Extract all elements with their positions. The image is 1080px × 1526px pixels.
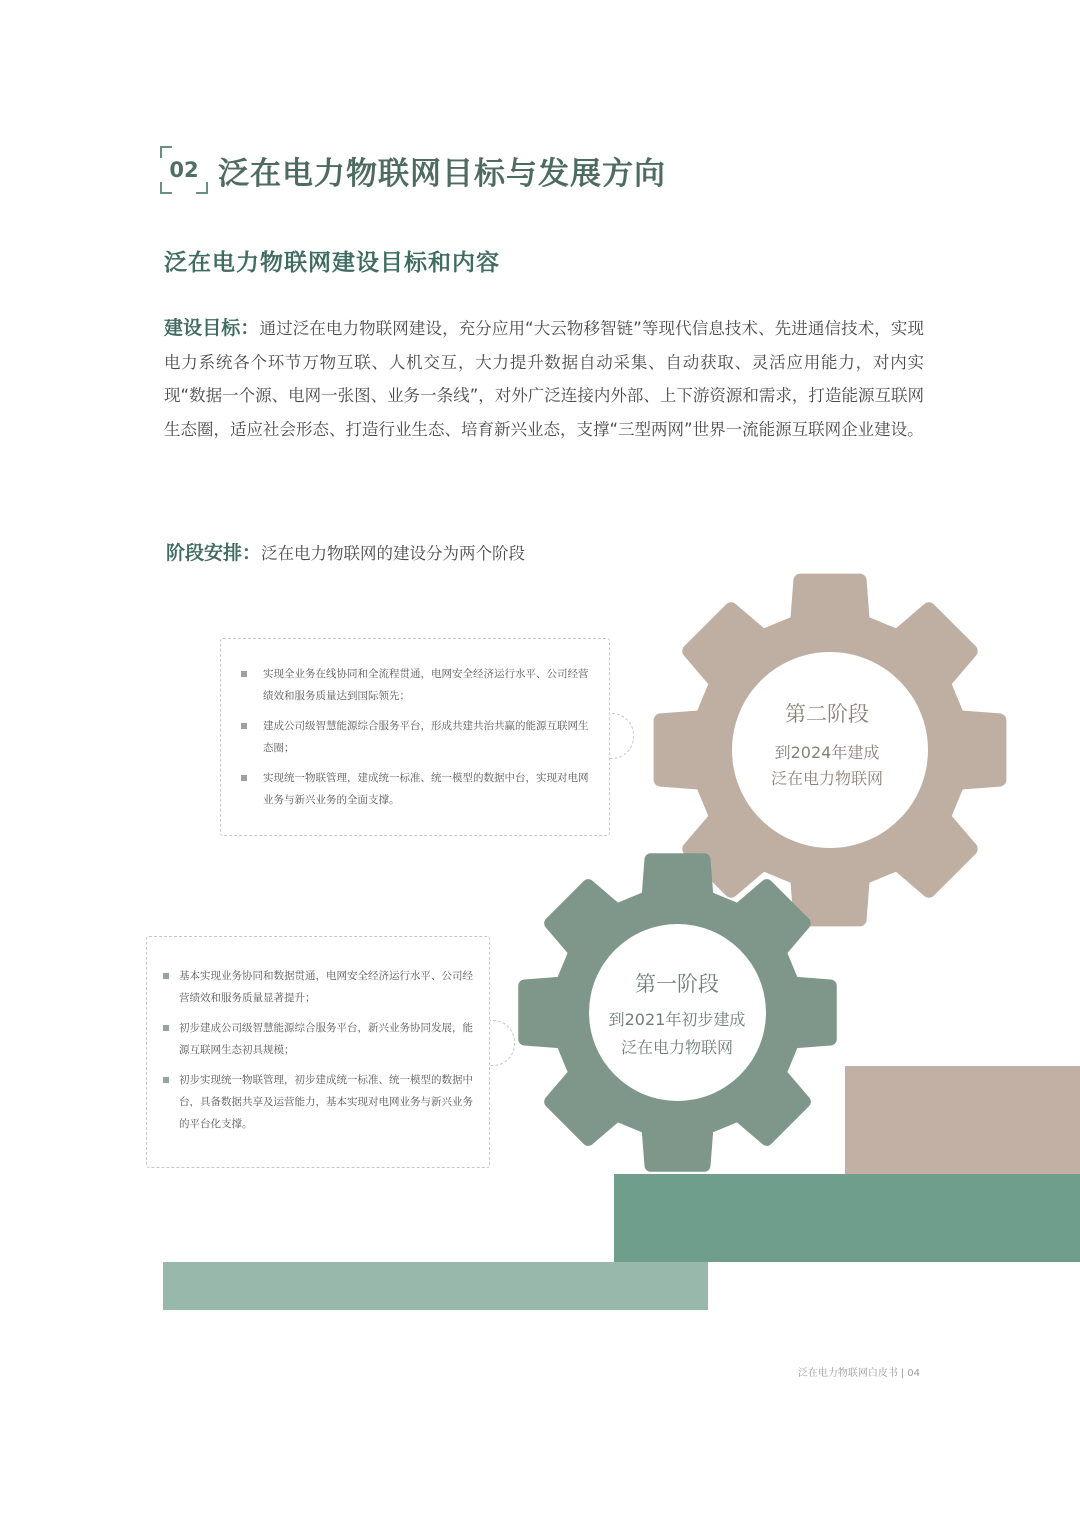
list-item: 建成公司级智慧能源综合服务平台，形成共建共治共赢的能源互联网生态圈； — [221, 715, 609, 759]
stage1-line1: 到2021年初步建成 — [608, 1010, 746, 1029]
stage2-box — [220, 638, 610, 836]
list-item: 初步实现统一物联管理，初步建成统一标准、统一模型的数据中台，具备数据共享及运营能力，基本实现对电网业务与新兴业务的平台化支撑。 — [147, 1069, 489, 1135]
bullet-square-icon — [163, 1025, 169, 1031]
goal-text: 通过泛在电力物联网建设，充分应用“大云物移智链”等现代信息技术、先进通信技术，实现电力系统各个环节万物互联、人机交互，大力提升数据自动采集、自动获取、灵活应用能力，对内实现“数据一个源、电网一张图、业务一条线”，对外广泛连接内外部、上下游资源和需求，打造能源互联网生态圈，适应社会形态、打造行业生态、培育新兴业态，支撑“三型两网”世界一流能源互联网企业建设。 — [164, 319, 924, 439]
decor-block-light-green — [163, 1262, 708, 1310]
stages-text: 泛在电力物联网的建设分为两个阶段 — [261, 544, 526, 563]
subsection-title: 泛在电力物联网建设目标和内容 — [164, 250, 500, 276]
bullet-square-icon — [163, 1077, 169, 1083]
bullet-square-icon — [241, 775, 247, 781]
list-item: 初步建成公司级智慧能源综合服务平台，新兴业务协同发展，能源互联网生态初具规模； — [147, 1017, 489, 1061]
stage1-box — [146, 936, 490, 1168]
list-item: 基本实现业务协同和数据贯通，电网安全经济运行水平、公司经营绩效和服务质量显著提升； — [147, 965, 489, 1009]
bullet-square-icon — [163, 973, 169, 979]
stage1-line2: 泛在电力物联网 — [620, 1038, 733, 1057]
goal-label: 建设目标： — [164, 317, 260, 339]
page-footer: 泛在电力物联网白皮书 | 04 — [797, 1368, 920, 1379]
list-item: 实现全业务在线协同和全流程贯通，电网安全经济运行水平、公司经营绩效和服务质量达到国际领先； — [221, 663, 609, 707]
decor-block-taupe — [845, 1066, 1080, 1174]
section-title: 泛在电力物联网目标与发展方向 — [218, 156, 666, 192]
bullet-square-icon — [241, 723, 247, 729]
stages-intro — [166, 538, 525, 565]
box-connector — [607, 713, 634, 759]
section-number-frame — [160, 146, 208, 194]
stage2-title: 第二阶段 — [785, 702, 869, 726]
stage2-line2: 泛在电力物联网 — [770, 769, 883, 788]
footer-title: 泛在电力物联网白皮书 — [797, 1368, 898, 1379]
bullet-square-icon — [241, 671, 247, 677]
box-connector — [488, 1020, 515, 1066]
page-number: 04 — [907, 1368, 920, 1379]
stage1-title: 第一阶段 — [635, 972, 719, 996]
list-item: 实现统一物联管理，建成统一标准、统一模型的数据中台，实现对电网业务与新兴业务的全面支撑。 — [221, 767, 609, 811]
stages-label: 阶段安排： — [166, 542, 262, 564]
stage2-line1: 到2024年建成 — [774, 743, 880, 762]
goal-paragraph — [164, 312, 924, 446]
decor-block-green — [614, 1174, 1080, 1262]
section-number: 02 — [169, 158, 199, 182]
